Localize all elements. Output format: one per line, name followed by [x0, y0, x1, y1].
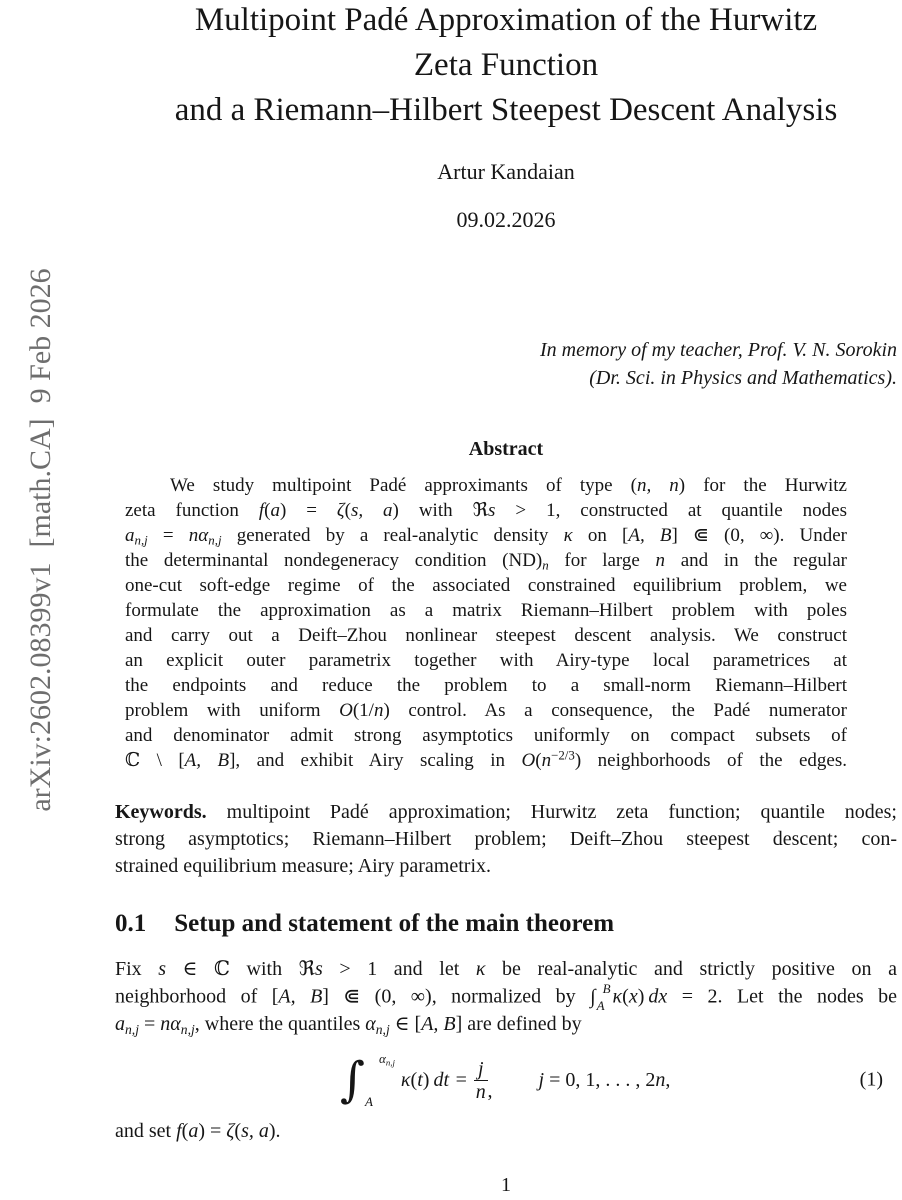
abstract-line: the endpoints and reduce the problem to a small-norm Riemann–Hilbert	[125, 675, 847, 696]
integral-lower-limit: A	[365, 1094, 373, 1109]
body-line: $a_{n,j} = n\alpha_{n,j}$, where the quantiles $\alpha_{n,j}$ ∈ [A, B] are defined by	[115, 1013, 582, 1037]
fraction-denominator: n	[475, 1080, 486, 1103]
keywords-line: strong asymptotics; Riemann–Hilbert problem; Deift–Zhou steepest descent; con-	[115, 828, 897, 850]
abstract-line: zeta function f(a) = ζ(s, a) with ℜs > 1, constructed at quantile nodes	[125, 500, 847, 521]
keywords-line: Keywords. multipoint Padé approximation; Hurwitz zeta function; quantile nodes;	[115, 801, 897, 823]
abstract-heading: Abstract	[468, 438, 544, 460]
abstract-line: and denominator admit strong asymptotics uniformly on compact subsets of	[125, 725, 847, 746]
equation-condition: j = 0, 1, . . . , 2n,	[538, 1068, 671, 1091]
integrand: κ(t) dt =	[400, 1068, 467, 1091]
page-content	[115, 0, 897, 1200]
title-line: Multipoint Padé Approximation of the Hurwitz	[194, 2, 818, 38]
abstract-line: ℂ \ [A, B], and exhibit Airy scaling in $O(n^{-2/3})$ neighborhoods of the edges.	[125, 747, 848, 771]
closing-line: and set f(a) = ζ(s, a).	[115, 1120, 281, 1142]
fraction	[474, 1058, 488, 1103]
abstract-line: problem with uniform O(1/n) control. As a consequence, the Padé numerator	[125, 700, 847, 721]
abstract-line: the determinantal nondegeneracy condition $(ND)_n$ for large n and in the regular	[125, 550, 847, 573]
title-line: Zeta Function	[413, 47, 599, 83]
equation-comma: ,	[487, 1079, 493, 1102]
body-paragraph	[115, 957, 897, 1037]
abstract-line: We study multipoint Padé approximants of type (n, n) for the Hurwitz	[170, 475, 847, 496]
equation-1	[115, 1048, 897, 1112]
abstract-line: and carry out a Deift–Zhou nonlinear steepest descent analysis. We construct	[125, 625, 847, 646]
keywords-paragraph	[115, 799, 897, 880]
body-line: neighborhood of [A, B] ⋐ (0, ∞), normalized by ∫ B A κ(x) dx = 2. Let the nodes be	[115, 981, 898, 1013]
keywords-line: strained equilibrium measure; Airy parametrix.	[115, 855, 491, 877]
fraction-numerator: j	[474, 1058, 488, 1081]
integral-upper-limit: $\alpha_{n,j}$	[379, 1051, 395, 1068]
dedication	[115, 336, 897, 392]
integral-sign: ∫	[340, 1052, 366, 1108]
arxiv-watermark: arXiv:2602.08399v1 [math.CA] 9 Feb 2026	[24, 268, 57, 812]
body-line: Fix s ∈ ℂ with ℜs > 1 and let κ be real-analytic and strictly positive on a	[115, 958, 897, 980]
equation-tag: (1)	[859, 1068, 883, 1091]
section-heading	[115, 910, 897, 938]
author-name: Artur Kandaian	[437, 159, 575, 184]
abstract-line: formulate the approximation as a matrix Riemann–Hilbert problem with poles	[125, 600, 847, 621]
dedication-line: In memory of my teacher, Prof. V. N. Sorokin	[540, 339, 897, 361]
section-number: 0.1	[115, 910, 147, 937]
abstract-body	[125, 473, 847, 773]
paper-title	[115, 0, 897, 133]
dedication-line: (Dr. Sci. in Physics and Mathematics).	[589, 367, 897, 389]
integral-limits	[367, 1052, 395, 1108]
page-number: 1	[501, 1174, 511, 1196]
abstract-line: $a_{n,j} = n\alpha_{n,j}$ generated by a real-analytic density κ on [A, B] ⋐ (0, ∞). Under	[125, 525, 848, 548]
abstract-line: one-cut soft-edge regime of the associated constrained equilibrium problem, we	[125, 575, 847, 596]
section-title: Setup and statement of the main theorem	[174, 910, 615, 937]
paper-date: 09.02.2026	[456, 207, 556, 232]
abstract-line: an explicit outer parametrix together with Airy-type local parametrices at	[125, 650, 847, 671]
title-line: and a Riemann–Hilbert Steepest Descent Analysis	[174, 92, 838, 128]
